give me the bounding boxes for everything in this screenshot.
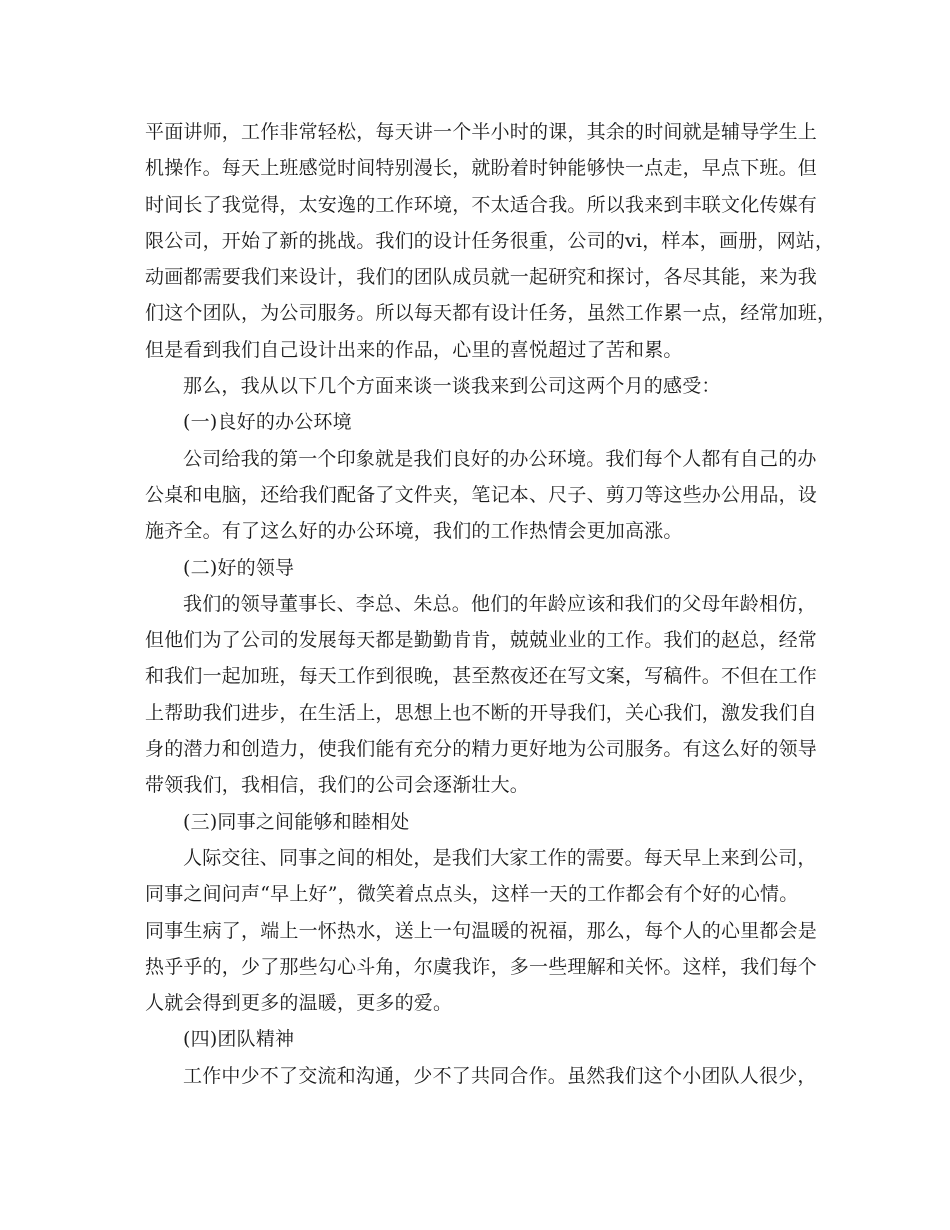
text-line: 施齐全。有了这么好的办公环境，我们的工作热情会更加高涨。: [145, 520, 683, 543]
text-line: 人际交往、同事之间的相处，是我们大家工作的需要。每天早上来到公司，: [183, 846, 817, 869]
text-line: 热乎乎的，少了那些勾心斗角，尔虞我诈，多一些理解和关怀。这样，我们每个: [145, 955, 818, 978]
text-line: (三)同事之间能够和睦相处: [183, 810, 410, 833]
text-line: 时间长了我觉得，太安逸的工作环境，不太适合我。所以我来到丰联文化传媒有: [145, 193, 818, 216]
text-line: 但是看到我们自己设计出来的作品，心里的喜悦超过了苦和累。: [145, 338, 683, 361]
text-line: 公桌和电脑，还给我们配备了文件夹，笔记本、尺子、剪刀等这些办公用品，设: [145, 483, 818, 506]
text-line: 但他们为了公司的发展每天都是勤勤肯肯，兢兢业业的工作。我们的赵总，经常: [145, 629, 818, 652]
text-line: (四)团队精神: [183, 1028, 295, 1051]
text-line: (一)良好的办公环境: [183, 411, 352, 434]
text-line: 平面讲师，工作非常轻松，每天讲一个半小时的课，其余的时间就是辅导学生上: [145, 121, 818, 143]
text-line: 我们的领导董事长、李总、朱总。他们的年龄应该和我们的父母年龄相仿，: [183, 592, 817, 615]
text-line: 同事之间问声“早上好”，微笑着点点头，这样一天的工作都会有个好的心情。: [145, 883, 799, 906]
document-body: [145, 114, 837, 1094]
text-line: 和我们一起加班，每天工作到很晚，甚至熬夜还在写文案，写稿件。不但在工作: [145, 665, 818, 688]
text-line: (二)好的领导: [183, 556, 295, 579]
text-line: 那么，我从以下几个方面来谈一谈我来到公司这两个月的感受：: [183, 375, 721, 398]
text-line: 上帮助我们进步，在生活上，思想上也不断的开导我们，关心我们，激发我们自: [145, 701, 818, 724]
text-line: 公司给我的第一个印象就是我们良好的办公环境。我们每个人都有自己的办: [183, 447, 817, 470]
text-line: 带领我们，我相信，我们的公司会逐渐壮大。: [145, 774, 530, 797]
text-line: 动画都需要我们来设计，我们的团队成员就一起研究和探讨，各尽其能，来为我: [145, 266, 818, 289]
text-line: 工作中少不了交流和沟通，少不了共同合作。虽然我们这个小团队人很少，: [183, 1064, 817, 1087]
text-line: 限公司，开始了新的挑战。我们的设计任务很重，公司的vi，样本，画册，网站，: [145, 229, 835, 252]
text-line: 人就会得到更多的温暖，更多的爱。: [145, 992, 453, 1015]
text-line: 机操作。每天上班感觉时间特别漫长，就盼着时钟能够快一点走，早点下班。但: [145, 157, 818, 180]
text-line: 身的潜力和创造力，使我们能有充分的精力更好地为公司服务。有这么好的领导: [145, 738, 818, 761]
text-line: 们这个团队，为公司服务。所以每天都有设计任务，虽然工作累一点，经常加班，: [145, 302, 837, 325]
text-line: 同事生病了，端上一怀热水，送上一句温暖的祝福，那么，每个人的心里都会是: [145, 919, 818, 942]
